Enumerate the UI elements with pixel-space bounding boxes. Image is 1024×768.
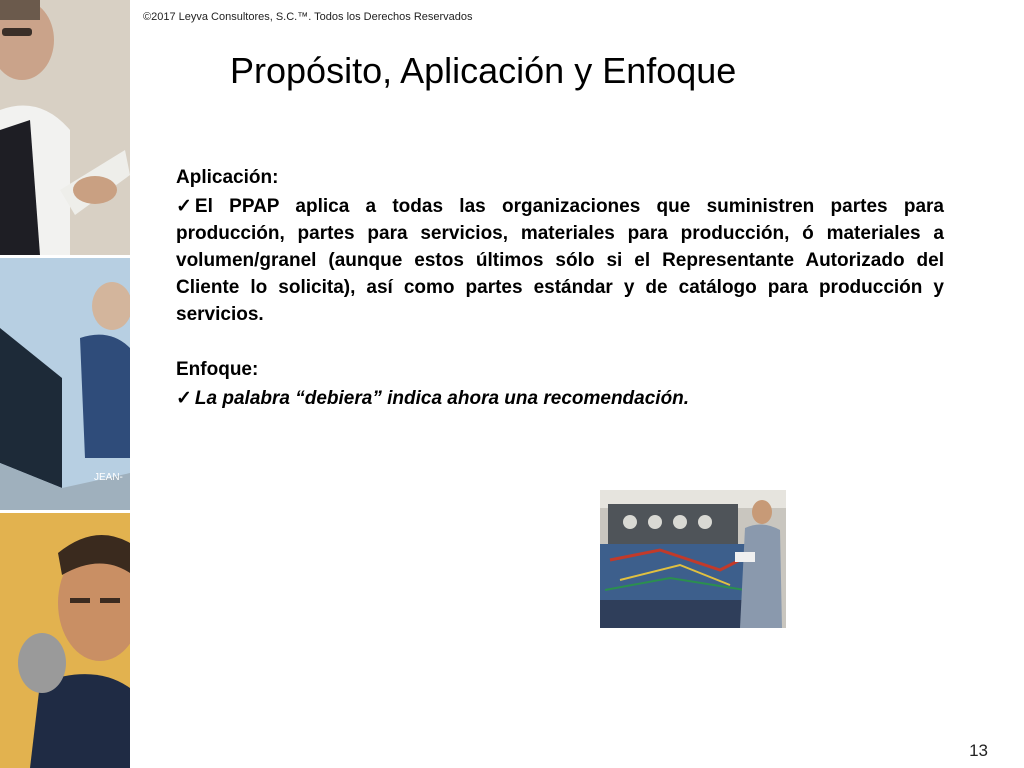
sidebar-photo-businessman-reading bbox=[0, 0, 130, 255]
bullet-text-enfoque: La palabra “debiera” indica ahora una recomendación. bbox=[194, 388, 690, 409]
bullet-enfoque bbox=[176, 385, 944, 412]
checkmark-icon: ✓ bbox=[176, 196, 192, 217]
sidebar-photo-laptop-worker bbox=[0, 258, 130, 510]
checkmark-icon: ✓ bbox=[176, 388, 192, 409]
bullet-aplicacion bbox=[176, 193, 944, 328]
section-heading-aplicacion: Aplicación: bbox=[176, 167, 279, 188]
slide-title: Propósito, Aplicación y Enfoque bbox=[230, 50, 737, 91]
sidebar-photo-man-portrait bbox=[0, 513, 130, 768]
page-number: 13 bbox=[969, 741, 988, 760]
slide-body bbox=[176, 164, 944, 412]
photo-technician-at-test-bench bbox=[600, 490, 786, 628]
bullet-text-aplicacion: El PPAP aplica a todas las organizaciones que suministren partes para producción, partes para servicios, materiales para producción, ó materiales a volumen/granel (aunque estos últimos sólo si el Representante Autorizado del Cliente lo solicita), así como partes estándar y de catálogo para producción y servicios. bbox=[176, 196, 944, 325]
panel-text-jean: JEAN- bbox=[94, 472, 123, 483]
section-heading-enfoque: Enfoque: bbox=[176, 359, 259, 380]
copyright-notice: ©2017 Leyva Consultores, S.C.™. Todos los Derechos Reservados bbox=[143, 11, 473, 23]
sidebar-photo-strip bbox=[0, 0, 130, 768]
